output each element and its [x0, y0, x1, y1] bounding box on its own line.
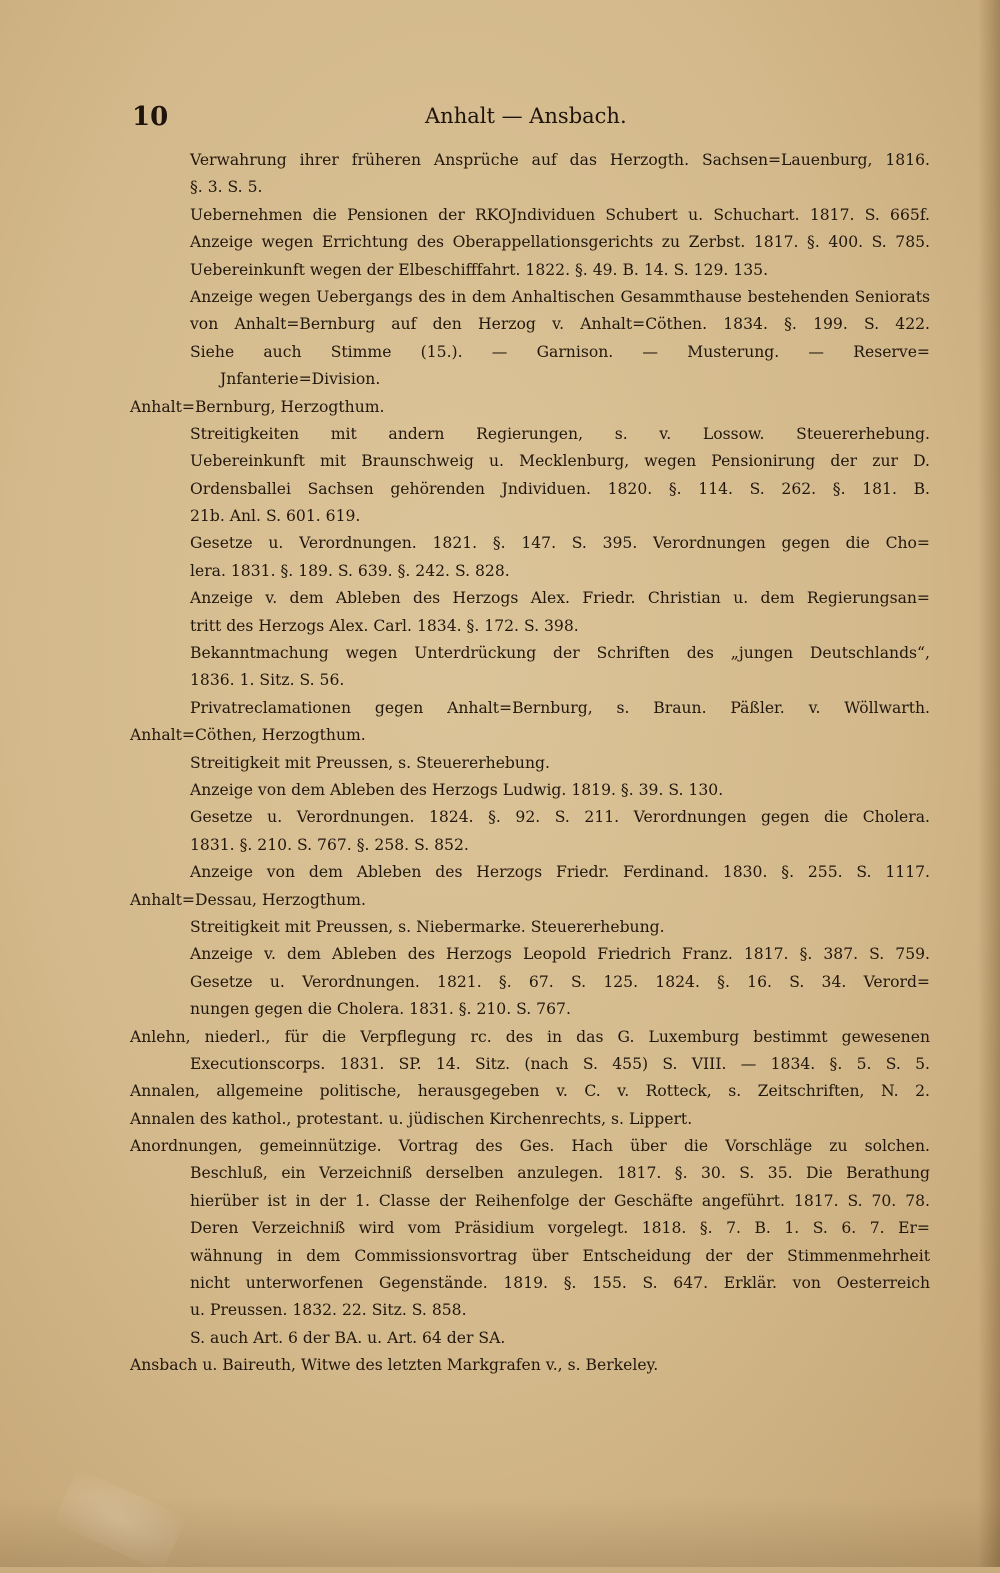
- text-line: Deren Verzeichniß wird vom Präsidium vorgelegt. 1818. §. 7. B. 1. S. 6. 7. Er=: [190, 1219, 930, 1238]
- text-line: Anzeige von dem Ableben des Herzogs Ludwig. 1819. §. 39. S. 130.: [190, 780, 724, 799]
- text-line: wähnung in dem Commissionsvortrag über Entscheidung der der Stimmenmehrheit: [190, 1246, 930, 1265]
- text-line: Anzeige wegen Errichtung des Oberappellationsgerichts zu Zerbst. 1817. §. 400. S. 785.: [190, 233, 930, 252]
- index-heading: Annalen des kathol., protestant. u. jüdischen Kirchenrechts, s. Lippert.: [130, 1109, 693, 1128]
- index-heading: Anlehn, niederl., für die Verpflegung rc. des in das G. Luxemburg bestimmt gewesenen: [130, 1027, 930, 1046]
- text-line: Bekanntmachung wegen Unterdrückung der Schriften des „jungen Deutschlands“,: [190, 644, 930, 663]
- page-number: 10: [132, 102, 169, 132]
- text-line: Gesetze u. Verordnungen. 1821. §. 147. S. 395. Verordnungen gegen die Cho=: [190, 534, 930, 553]
- text-line: Beschluß, ein Verzeichniß derselben anzulegen. 1817. §. 30. S. 35. Die Berathung: [190, 1164, 930, 1183]
- text-line: Verwahrung ihrer früheren Ansprüche auf das Herzogth. Sachsen=Lauenburg, 1816.: [190, 151, 930, 169]
- index-heading: Anordnungen, gemeinnützige. Vortrag des Ges. Hach über die Vorschläge zu solchen.: [130, 1137, 930, 1156]
- text-line: u. Preussen. 1832. 22. Sitz. S. 858.: [190, 1301, 467, 1320]
- text-line: Siehe auch Stimme (15.). — Garnison. — Musterung. — Reserve=: [190, 342, 930, 361]
- text-line: Anzeige v. dem Ableben des Herzogs Leopold Friedrich Franz. 1817. §. 387. S. 759.: [190, 945, 930, 964]
- text-line: Uebernehmen die Pensionen der RKOJndividuen Schubert u. Schuchart. 1817. S. 665f.: [190, 205, 930, 224]
- index-heading: Annalen, allgemeine politische, herausgegeben v. C. v. Rotteck, s. Zeitschriften, N. 2.: [130, 1082, 930, 1101]
- index-heading: Ansbach u. Baireuth, Witwe des letzten Markgrafen v., s. Berkeley.: [130, 1356, 659, 1375]
- text-line: Anzeige v. dem Ableben des Herzogs Alex. Friedr. Christian u. dem Regierungsan=: [190, 589, 930, 608]
- text-line: Ordensballei Sachsen gehörenden Jndividuen. 1820. §. 114. S. 262. §. 181. B.: [190, 479, 930, 498]
- text-line: Anzeige wegen Uebergangs des in dem Anhaltischen Gesammthause bestehenden Seniorats: [190, 287, 930, 306]
- page-header: [130, 100, 930, 136]
- text-line: von Anhalt=Bernburg auf den Herzog v. Anhalt=Cöthen. 1834. §. 199. S. 422.: [190, 315, 930, 334]
- text-line: nicht unterworfenen Gegenstände. 1819. §. 155. S. 647. Erklär. von Oesterreich: [190, 1274, 930, 1293]
- running-title: Anhalt — Ansbach.: [425, 104, 627, 128]
- text-line: 1836. 1. Sitz. S. 56.: [190, 671, 345, 690]
- index-heading: Anhalt=Bernburg, Herzogthum.: [130, 397, 385, 416]
- text-line: 21b. Anl. S. 601. 619.: [190, 507, 361, 526]
- page-edge-shadow: [978, 0, 1000, 1567]
- text-line: Gesetze u. Verordnungen. 1824. §. 92. S. 211. Verordnungen gegen die Cholera.: [190, 808, 930, 827]
- text-line: Streitigkeit mit Preussen, s. Steuererhebung.: [190, 753, 550, 772]
- text-line: Jnfanterie=Division.: [220, 370, 381, 389]
- text-line: Anzeige von dem Ableben des Herzogs Friedr. Ferdinand. 1830. §. 255. S. 1117.: [190, 863, 930, 882]
- text-line: Uebereinkunft wegen der Elbeschifffahrt. 1822. §. 49. B. 14. S. 129. 135.: [190, 260, 769, 279]
- text-line: Uebereinkunft mit Braunschweig u. Mecklenburg, wegen Pensionirung der zur D.: [190, 452, 930, 471]
- index-heading: Anhalt=Cöthen, Herzogthum.: [130, 726, 366, 745]
- text-line: hierüber ist in der 1. Classe der Reihenfolge der Geschäfte angeführt. 1817. S. 70. 78.: [190, 1191, 930, 1210]
- text-line: lera. 1831. §. 189. S. 639. §. 242. S. 828.: [190, 561, 510, 580]
- text-line: tritt des Herzogs Alex. Carl. 1834. §. 172. S. 398.: [190, 616, 579, 635]
- text-line: Streitigkeit mit Preussen, s. Niebermarke. Steuererhebung.: [190, 917, 665, 936]
- text-line: Privatreclamationen gegen Anhalt=Bernburg, s. Braun. Päßler. v. Wöllwarth.: [190, 698, 930, 717]
- index-heading: Anhalt=Dessau, Herzogthum.: [130, 890, 366, 909]
- text-line: 1831. §. 210. S. 767. §. 258. S. 852.: [190, 835, 469, 854]
- text-line: Gesetze u. Verordnungen. 1821. §. 67. S. 125. 1824. §. 16. S. 34. Verord=: [190, 972, 930, 991]
- text-line: Streitigkeiten mit andern Regierungen, s. v. Lossow. Steuererhebung.: [190, 424, 930, 443]
- text-line: Executionscorps. 1831. SP. 14. Sitz. (nach S. 455) S. VIII. — 1834. §. 5. S. 5.: [190, 1054, 930, 1073]
- index-text: [130, 147, 930, 1380]
- text-line: nungen gegen die Cholera. 1831. §. 210. S. 767.: [190, 1000, 571, 1019]
- text-line: S. auch Art. 6 der BA. u. Art. 64 der SA.: [190, 1328, 506, 1347]
- text-line: §. 3. S. 5.: [190, 178, 263, 197]
